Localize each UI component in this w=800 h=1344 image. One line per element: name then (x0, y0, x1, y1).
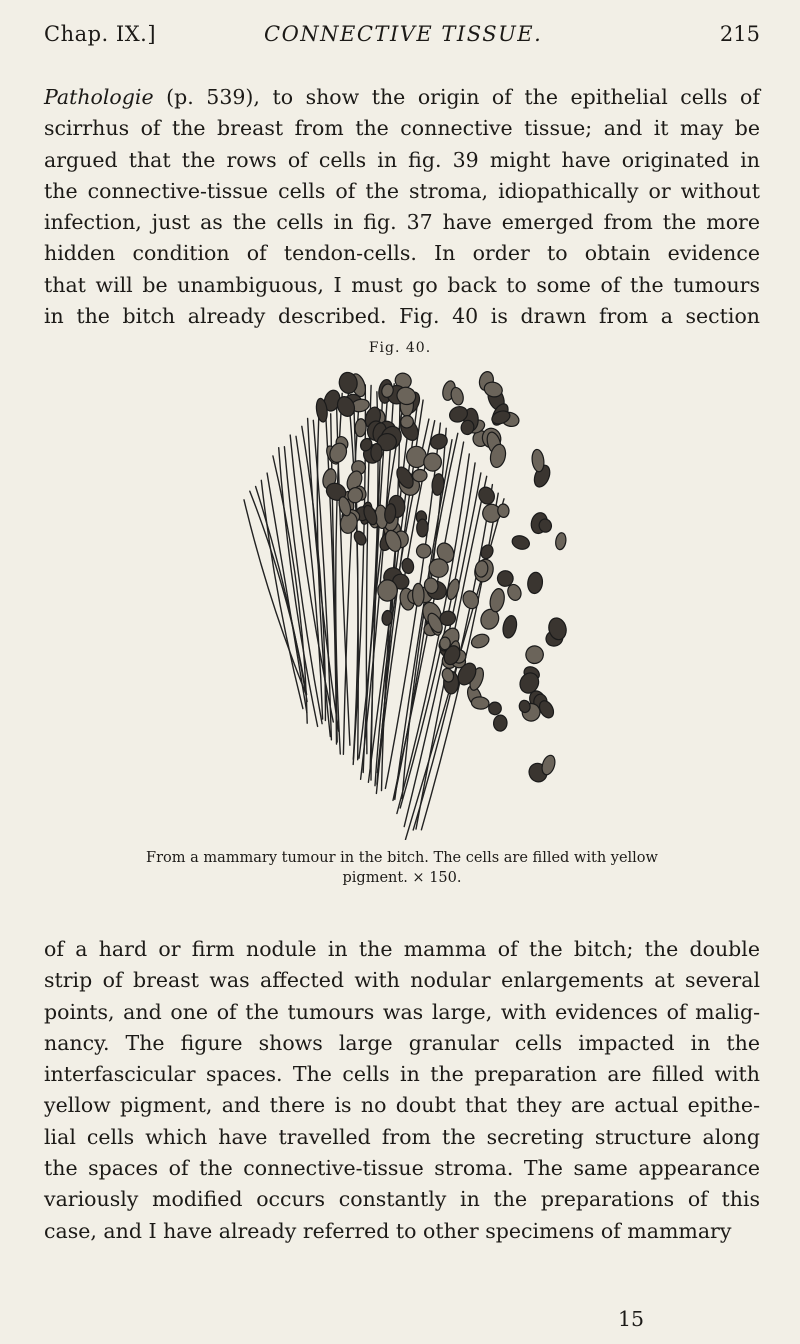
figure-caption (44, 848, 760, 888)
text-line: hidden condition of tendon-cells. In order to obtain evidence (44, 241, 760, 266)
caption-line-1: From a mammary tumour in the bitch. The cells are filled with yellow (146, 850, 658, 866)
text-line: variously modified occurs constantly in the preparations of this (44, 1187, 760, 1212)
text-line: points, and one of the tumours was large, with evidences of malig- (44, 999, 760, 1024)
text-line: yellow pigment, and there is no doubt that they are actual epithe- (44, 1093, 760, 1118)
text-line: in the bitch already described. Fig. 40 is drawn from a section (44, 304, 760, 329)
cell (510, 534, 531, 552)
cell (401, 557, 415, 574)
text-line: that will be unambiguous, I must go back to some of the tumours (44, 272, 760, 297)
page-number: 215 (719, 22, 760, 46)
cell (412, 469, 427, 482)
fiber-strand (261, 480, 303, 708)
cell (417, 519, 429, 537)
chapter-label: Chap. IX.] (44, 22, 157, 46)
cell (440, 637, 451, 650)
cell (531, 449, 545, 473)
tissue-engraving (214, 360, 604, 840)
running-header (44, 22, 760, 58)
figure-label: Fig. 40. (368, 340, 432, 356)
signature-mark: 15 (618, 1307, 645, 1331)
running-title: CONNECTIVE TISSUE. (264, 22, 543, 46)
cell (445, 578, 461, 601)
text-line-rest: (p. 539), to show the origin of the epithelial cells of (153, 85, 760, 109)
cell (352, 529, 368, 547)
cell (493, 715, 507, 732)
cell (527, 571, 544, 594)
text-line: of a hard or firm nodule in the mamma of the bitch; the double (44, 937, 760, 961)
paragraph-1 (44, 82, 760, 332)
paragraph-2 (44, 934, 760, 1247)
cell (487, 701, 502, 716)
cell (471, 696, 490, 710)
caption-line-2: pigment. × 150. (342, 870, 462, 886)
text-line: infection, just as the cells in fig. 37 have emerged from the more (44, 210, 760, 235)
cell (479, 543, 495, 561)
cell (476, 484, 498, 506)
text-line: strip of breast was affected with nodular enlargements at several (44, 968, 760, 993)
text-line: case, and I have already referred to other specimens of mammary (44, 1218, 732, 1243)
cell (470, 632, 491, 650)
cell (423, 453, 442, 472)
text-line: interfascicular spaces. The cells in the preparation are filled with (44, 1062, 760, 1087)
cell (555, 532, 568, 550)
text-line (44, 82, 760, 113)
pigmented-cells (315, 370, 569, 785)
fiber-strand (244, 500, 305, 693)
text-line: nancy. The figure shows large granular cells impacted in the (44, 1030, 760, 1055)
pathologie-word: Pathologie (44, 85, 154, 109)
cell (429, 559, 448, 578)
cell (524, 644, 546, 666)
text-line: the spaces of the connective-tissue stroma. The same appearance (44, 1156, 760, 1181)
figure-illustration (214, 360, 604, 840)
text-line: scirrhus of the breast from the connective tissue; and it may be (44, 116, 760, 141)
text-line: the connective-tissue cells of the stroma, idiopathically or without (44, 178, 760, 203)
text-line: argued that the rows of cells in fig. 39 might have originated in (44, 147, 760, 172)
cell (371, 444, 382, 462)
cell (412, 583, 424, 606)
cell (501, 614, 518, 639)
text-line: lial cells which have travelled from the secreting structure along (44, 1124, 760, 1149)
cell (416, 543, 432, 558)
cell (377, 580, 397, 602)
